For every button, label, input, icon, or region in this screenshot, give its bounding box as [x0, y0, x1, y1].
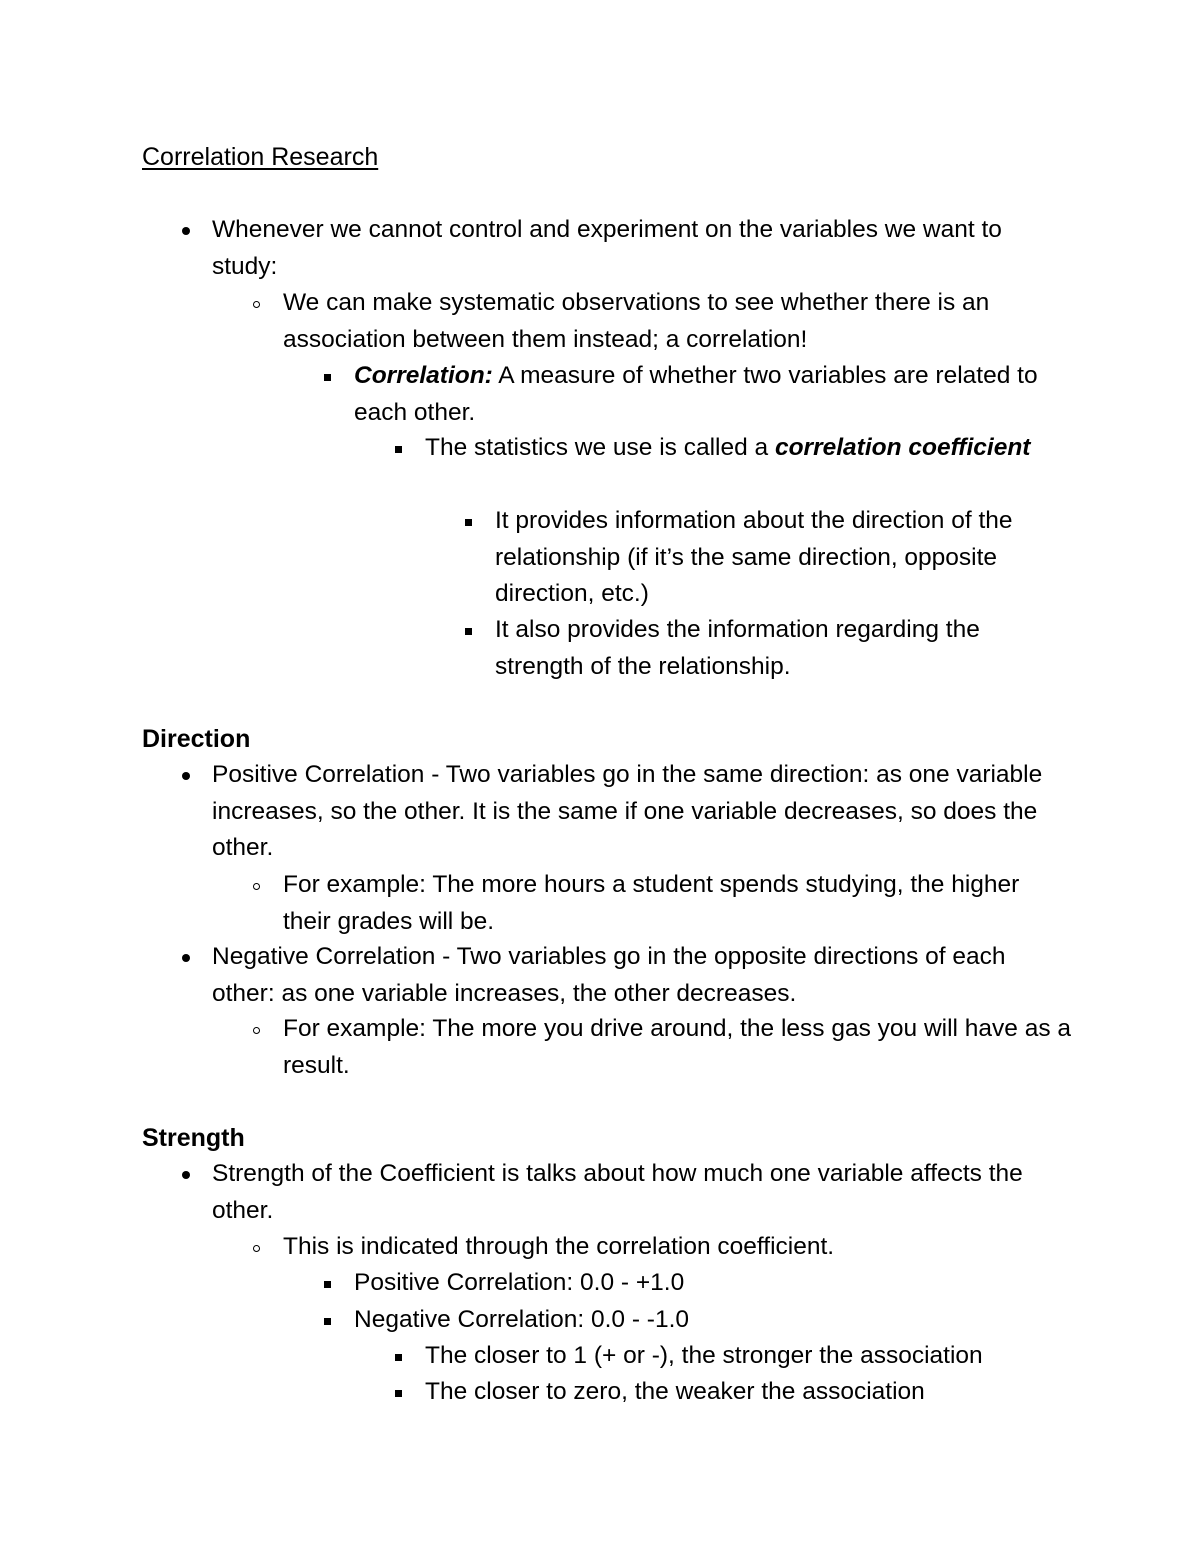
- bullet-square-icon: [391, 430, 411, 467]
- list-item: Positive Correlation - Two variables go in the same direction: as one variable increases, so the other. It is the same if one variable decreases, so does the other.: [212, 757, 1072, 867]
- list-item: Whenever we cannot control and experiment on the variables we want to study:: [212, 212, 1072, 285]
- list-item: The closer to 1 (+ or -), the stronger the association: [425, 1338, 1075, 1375]
- bullet-square-icon: [391, 1338, 411, 1375]
- bullet-square-icon: [391, 1374, 411, 1411]
- bullet-dot-icon: [178, 1156, 198, 1193]
- term-correlation-coefficient: correlation coefficient: [774, 434, 1031, 461]
- bullet-dot-icon: [178, 939, 198, 976]
- list-item: The closer to zero, the weaker the association: [425, 1374, 1075, 1411]
- list-item: Positive Correlation: 0.0 - +1.0: [354, 1265, 1074, 1302]
- list-item: Negative Correlation - Two variables go in the opposite directions of each other: as one variable increases, the other decreases.: [212, 939, 1072, 1012]
- bullet-circle-icon: [249, 1011, 269, 1048]
- list-item: Correlation: A measure of whether two variables are related to each other.: [354, 358, 1074, 431]
- bullet-square-icon: [461, 503, 481, 540]
- bullet-square-icon: [461, 612, 481, 649]
- bullet-square-icon: [320, 1265, 340, 1302]
- bullet-circle-icon: [249, 867, 269, 904]
- bullet-square-icon: [320, 358, 340, 395]
- list-item: Strength of the Coefficient is talks about how much one variable affects the other.: [212, 1156, 1072, 1229]
- bullet-square-icon: [320, 1302, 340, 1339]
- list-item: For example: The more you drive around, the less gas you will have as a result.: [283, 1011, 1073, 1084]
- list-item: It also provides the information regarding the strength of the relationship.: [495, 612, 1075, 685]
- bullet-circle-icon: [249, 285, 269, 322]
- bullet-circle-icon: [249, 1229, 269, 1266]
- section-title-direction: Direction: [142, 725, 251, 753]
- term-correlation: Correlation:: [354, 362, 493, 389]
- list-item: Negative Correlation: 0.0 - -1.0: [354, 1302, 1074, 1339]
- section-title-correlation-research: Correlation Research: [142, 143, 379, 171]
- list-item: It provides information about the direction of the relationship (if it’s the same direction, opposite direction, etc.): [495, 503, 1075, 613]
- bullet-dot-icon: [178, 757, 198, 794]
- list-item: This is indicated through the correlation coefficient.: [283, 1229, 1073, 1266]
- section-title-strength: Strength: [142, 1124, 245, 1152]
- list-item: For example: The more hours a student spends studying, the higher their grades will be.: [283, 867, 1073, 940]
- list-item: The statistics we use is called a correlation coefficient: [425, 430, 1075, 467]
- bullet-dot-icon: [178, 212, 198, 249]
- list-item: We can make systematic observations to see whether there is an association between them instead; a correlation!: [283, 285, 1073, 358]
